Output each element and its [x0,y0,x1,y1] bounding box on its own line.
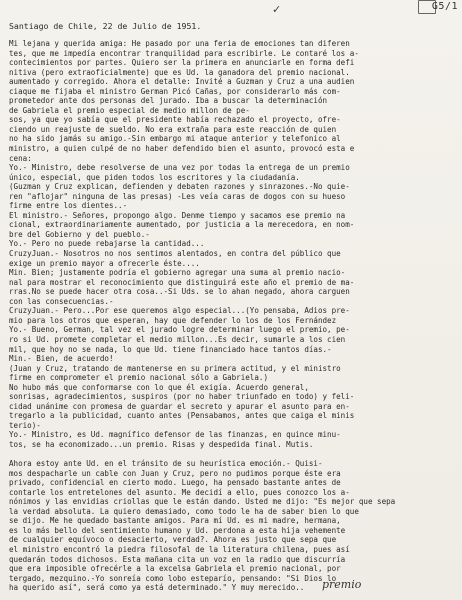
letter-line: sos, ya que yo sabía que el presidente había rechazado el proyecto, ofre- [9,115,341,125]
letter-line: contecimientos por partes. Quiero ser la primera en anunciarle en forma defi [9,58,355,68]
letter-line: rras.No se puede hacer otra cosa..-Si Uds. se lo ahan negado, ahora carguen [9,287,350,297]
letter-line: ro si Ud. promete completar el medio millon...Es decir, sumarle a los cien [9,334,346,344]
letter-line: mio para los otros que esperan, hay que defender lo los de los Fernández [9,315,337,325]
letter-line: único, especial, que piden todos los escritores y la ciudadanía. [9,172,300,182]
letter-line: el ministro encontró la piedra filosofal de la literatura chilena, pues así [9,544,350,554]
letter-line: tergado, mezquino.-Yo sonreía como lobo esteparío, pensando: "Si Dios lo [9,573,337,583]
letter-line: ha querido así", será como ya está determinado." Y muy merecido.. [9,583,305,593]
letter-line: Mi lejana y querida amiga: He pasado por una feria de emociones tan diferen [9,39,350,48]
letter-line: bre del Gobierno y del pueblo.- [9,229,150,239]
letter-line: ministro, a quien culpé de no haber defendido bien el asunto, provocó esta e [9,144,355,154]
letter-line: nitiva (pero extraoficialmente) que es Ud. la ganadora del premio nacional. [9,67,350,77]
letter-line: Ahora estoy ante Ud. en el tránsito de su heurística emoción.- Quisi- [9,459,323,469]
letter-line: ciaque me fijaba el ministro German Picó Cañas, por considerarlo más com- [9,86,341,96]
letter-line: firme en comprometer el premio nacional sólo a Gabriela.) [9,373,268,383]
letter-line: terio)- [9,420,41,430]
letter-line: El ministro.- Señores, propongo algo. Denme tiempo y sacamos ese premio na [9,210,346,220]
letter-line: Yo.- Bueno, German, tal vez el jurado logre determinar luego el premio, pe- [9,325,350,335]
letter-line: contarle los entretelones del asunto. Me decidí a ello, pues conozco los a- [9,487,350,497]
check-mark: ✓ [272,3,282,16]
letter-line: de cualquier equívoco o desacierto, verdad?. Ahora es justo que sepa que [9,535,337,545]
letter-line: mil, que hoy no se nada, lo que Ud. tiene financiado hace tantos días.- [9,344,332,354]
letter-line: es lo más bello del sentimiento humano y Ud. perdona a esta hija vehemente [9,525,346,535]
handwritten-signature: premio [322,578,362,591]
letter-line: nónimos y las envidias criollas que le están dando. Usted me dijo: "Es mejor que sepa [9,497,396,507]
letter-line: cional, extraordinariamente aumentado, por justicia a la merecedora, en nom- [9,220,355,230]
letter-line: (Guzman y Cruz explican, defienden y debaten razones y sinrazones.-No quie- [9,182,350,192]
letter-line: se dijo. Me he quedado bastante amigos. Para mí Ud. es mi madre, hermana, [9,516,341,526]
letter-body [9,39,457,593]
letter-line: prometedor ante dos personas del jurado. Iba a buscar la determinación [9,96,328,106]
letter-line: tregarlo a la publicidad, cuanto antes (Pensabamos, antes que caiga el minis [9,411,355,421]
letter-line: Yo.- Ministro, debe resolverse de una vez por todas la entrega de un premio [9,163,350,173]
letter-line: sonrisas, agradecimientos, suspiros (por no haber triunfado en todo) y feli- [9,392,355,402]
letter-line: ciendo un reajuste de sueldo. No era extraña para este reacción de quien [9,124,337,134]
letter-line: Min. Bien; justamente podría el gobierno agregar una suma al premio nacio- [9,268,346,278]
letter-line: ren "aflojar" ninguna de las presas) -Les veía caras de dogos con su hueso [9,191,346,201]
letter-line [9,450,457,460]
letter-line: no ha sido jamás su amigo.-Sin embargo mi ataque anterior y telefonico al [9,134,341,144]
letter-line: nal para mostrar el reconocimiento que distinguirá este año el premio de ma- [9,277,355,287]
letter-line: que era imposible ofrecérle a la excelsa Gabriela el premio nacional, por [9,564,341,574]
date-line: Santiago de Chile, 22 de Julio de 1951. [9,21,202,31]
letter-line: mos despacharle un cable con Juan y Cruz, pero no pudimos porque éste era [9,468,341,478]
letter-line: de Gabriela el premio especial de medio millon de pe- [9,105,250,115]
letter-line: CruzyJuan.- Pero...Por ese queremos algo especial...(Yo pensaba, Adios pre- [9,306,350,316]
letter-line: cidad unánime con promesa de guardar el secreto y apurar el asunto para en- [9,401,350,411]
letter-line: Yo.- Ministro, es Ud. magnífico defensor de las finanzas, en quince minu- [9,430,341,440]
letter-line: exige un premio mayor a ofrecerle éste.... [9,258,200,268]
letter-line: (Juan y Cruz, tratando de mantenerse en su primera actitud, y el ministro [9,363,341,373]
letter-line: con las consecuencias.- [9,296,114,306]
reference-number: G5/1 [431,1,458,12]
letter-line: privado, confidencial en cierto modo. Luego, ha pensado bastante antes de [9,478,341,488]
letter-line: Min.- Bien, de acuerdo! [9,354,114,364]
letter-line: tes, que me impedía encontrar tranquilidad para escribirle. Le contaré los a- [9,48,359,58]
letter-line: tos, se ha economizado...un premio. Risas y despedida final. Mutis. [9,439,314,449]
letter-line: aumentado y corregido. Ahora el detalle: Invité a Guzman y Cruz a una audien [9,77,355,87]
letter-line: quedarán todos dichosos. Esta mañana cita un voz en la radio que discurría [9,554,346,564]
letter-line: Yo.- Pero no puede rebajarse la cantidad... [9,239,205,249]
letter-line: la verdad absoluta. La quiero demasiado, como todo le ha de saber bien lo que [9,506,359,516]
letter-line: CruzyJuan.- Nosotros no nos sentimos alentados, en contra del público que [9,249,341,259]
letter-line: cena: [9,153,32,163]
letter-line: No hubo más que conformarse con lo que él exigía. Acuerdo general, [9,382,309,392]
letter-line: firme entre los dientes..- [9,201,128,211]
